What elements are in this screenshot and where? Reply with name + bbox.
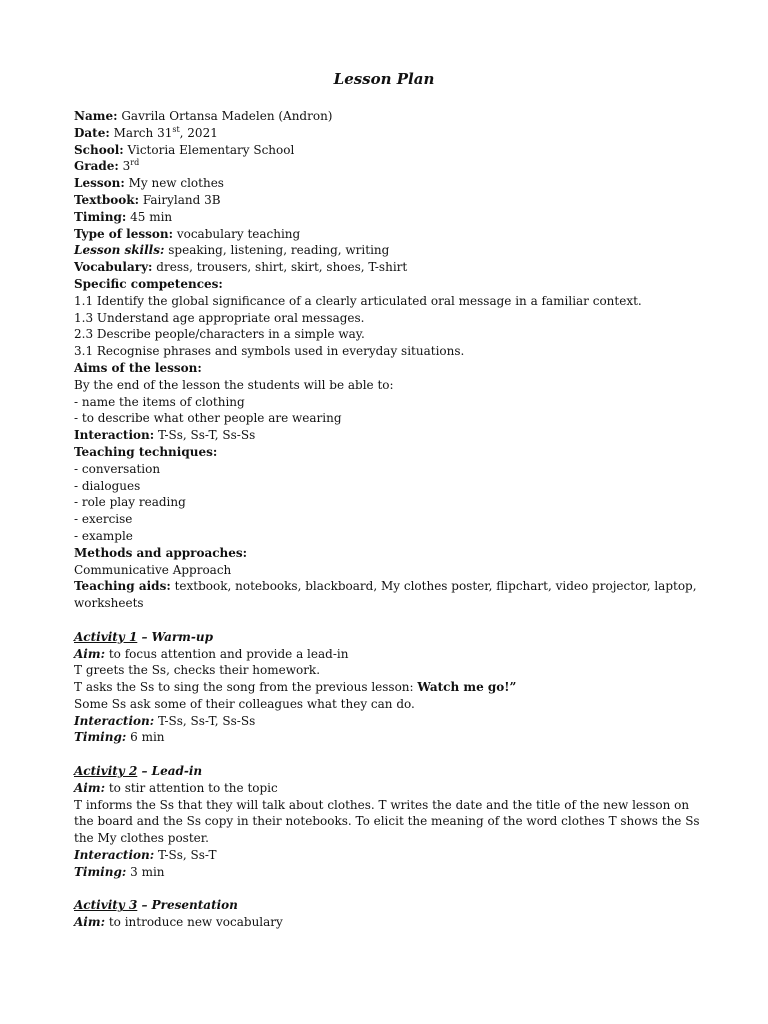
teaching-aids-label: Teaching aids:	[74, 579, 171, 594]
aim-item: - to describe what other people are wearing	[74, 411, 342, 426]
song-title: Watch me go!”	[417, 680, 517, 695]
interaction-value: T-Ss, Ss-T	[158, 848, 217, 863]
vocabulary-line	[74, 259, 704, 276]
technique-item: - conversation	[74, 461, 161, 476]
activity-1-aim	[74, 646, 704, 663]
aim-label: Aim:	[74, 915, 105, 930]
timing-value: 3 min	[130, 864, 165, 879]
school-value: Victoria Elementary School	[127, 142, 295, 157]
activity-1-title: – Warm-up	[137, 629, 213, 644]
vocabulary-value: dress, trousers, shirt, skirt, shoes, T-shirt	[156, 260, 408, 275]
aim-value: to focus attention and provide a lead-in	[108, 646, 349, 661]
date-line	[74, 125, 704, 142]
competence-item: 3.1 Recognise phrases and symbols used in everyday situations.	[74, 344, 465, 359]
competences-heading: Specific competences:	[74, 276, 223, 291]
interaction-label: Interaction:	[74, 848, 155, 863]
school-line	[74, 142, 704, 159]
timing-line	[74, 209, 704, 226]
date-value: March 31	[113, 125, 173, 140]
timing-label: Timing:	[74, 730, 127, 745]
activity-1-line: T greets the Ss, checks their homework.	[74, 663, 321, 678]
song-instruction: T asks the Ss to sing the song from the previous lesson:	[74, 680, 414, 695]
grade-value: 3	[122, 159, 131, 174]
interaction-label: Interaction:	[74, 428, 155, 443]
aim-label: Aim:	[74, 780, 105, 795]
technique-item: - role play reading	[74, 495, 186, 510]
grade-line	[74, 158, 704, 175]
date-year: , 2021	[179, 125, 218, 140]
methods-value: Communicative Approach	[74, 562, 232, 577]
aim-value: to stir attention to the topic	[108, 780, 278, 795]
grade-label: Grade:	[74, 159, 119, 174]
name-line	[74, 108, 704, 125]
lesson-type-line	[74, 226, 704, 243]
name-value: Gavrila Ortansa Madelen (Andron)	[121, 109, 333, 123]
textbook-label: Textbook:	[74, 192, 140, 207]
techniques-heading: Teaching techniques:	[74, 444, 218, 459]
school-label: School:	[74, 142, 124, 157]
activity-3-aim	[74, 914, 704, 931]
vocabulary-label: Vocabulary:	[74, 260, 153, 275]
document-title: Lesson Plan	[333, 70, 435, 88]
teaching-aids-value: textbook, notebooks, blackboard, My clothes poster, flipchart, video projector, laptop, worksheets	[74, 579, 697, 611]
activity-2-interaction	[74, 847, 704, 864]
activity-1-timing	[74, 729, 704, 746]
interaction-line	[74, 427, 704, 444]
timing-label: Timing:	[74, 209, 127, 224]
lesson-type-label: Type of lesson:	[74, 226, 173, 241]
name-label: Name:	[74, 109, 118, 123]
activity-1-heading	[74, 629, 704, 646]
activity-1-interaction	[74, 713, 704, 730]
activity-1-song-line	[74, 679, 704, 696]
spacer	[74, 612, 704, 629]
activity-3-number: Activity 3	[74, 898, 138, 913]
timing-value: 45 min	[130, 209, 173, 224]
activity-2-aim	[74, 780, 704, 797]
activity-2-paragraph: T informs the Ss that they will talk about clothes. T writes the date and the title of the new lesson on the board and the Ss copy in their notebooks. To elicit the meaning of the word clothes T shows the Ss the My clothes poster.	[74, 797, 700, 846]
aim-label: Aim:	[74, 646, 105, 661]
aims-intro: By the end of the lesson the students will be able to:	[74, 377, 394, 392]
lesson-label: Lesson:	[74, 176, 125, 191]
activity-1-line: Some Ss ask some of their colleagues what they can do.	[74, 696, 415, 711]
activity-2-heading	[74, 763, 704, 780]
technique-item: - dialogues	[74, 478, 141, 493]
competence-item: 1.3 Understand age appropriate oral messages.	[74, 310, 365, 325]
spacer	[74, 746, 704, 763]
aims-heading: Aims of the lesson:	[74, 360, 202, 375]
interaction-label: Interaction:	[74, 713, 155, 728]
activity-3-title: – Presentation	[137, 898, 238, 913]
interaction-value: T-Ss, Ss-T, Ss-Ss	[158, 428, 256, 443]
date-label: Date:	[74, 125, 110, 140]
timing-label: Timing:	[74, 864, 127, 879]
timing-value: 6 min	[130, 730, 165, 745]
lesson-line	[74, 175, 704, 192]
interaction-value: T-Ss, Ss-T, Ss-Ss	[158, 713, 256, 728]
activity-2-timing	[74, 864, 704, 881]
textbook-value: Fairyland 3B	[142, 192, 221, 207]
aim-item: - name the items of clothing	[74, 394, 245, 409]
date-suffix: st	[172, 124, 180, 134]
teaching-aids-line	[74, 578, 704, 612]
lesson-skills-line	[74, 242, 704, 259]
lesson-skills-value: speaking, listening, reading, writing	[168, 243, 390, 258]
technique-item: - example	[74, 528, 133, 543]
activity-2-title: – Lead-in	[137, 764, 203, 779]
spacer	[74, 881, 704, 898]
textbook-line	[74, 192, 704, 209]
lesson-type-value: vocabulary teaching	[176, 226, 301, 241]
activity-3-heading	[74, 897, 704, 914]
activity-2-number: Activity 2	[74, 764, 138, 779]
methods-heading: Methods and approaches:	[74, 545, 248, 560]
grade-suffix: rd	[130, 158, 140, 168]
activity-1-number: Activity 1	[74, 629, 138, 644]
competence-item: 2.3 Describe people/characters in a simple way.	[74, 327, 365, 342]
aim-value: to introduce new vocabulary	[108, 915, 283, 930]
lesson-skills-label: Lesson skills:	[74, 243, 165, 258]
technique-item: - exercise	[74, 512, 133, 527]
competence-item: 1.1 Identify the global significance of a clearly articulated oral message in a familiar context.	[74, 293, 642, 308]
document-body	[74, 108, 704, 931]
lesson-value: My new clothes	[128, 176, 224, 191]
